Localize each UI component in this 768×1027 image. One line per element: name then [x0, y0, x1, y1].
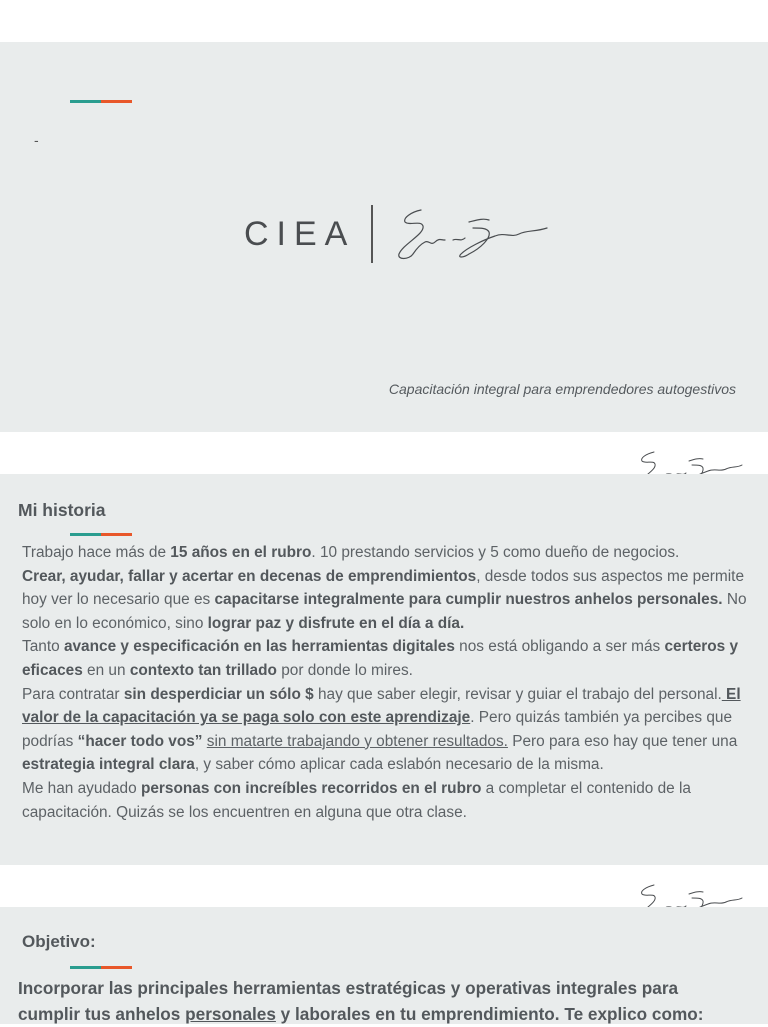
text-run: personas con increíbles recorridos en el rubro [140, 779, 482, 797]
logo [244, 202, 551, 266]
text-run: , desde todos sus aspectos me permite hoy ver lo necesario que es [22, 567, 744, 609]
logo-text: CIEA [244, 214, 356, 253]
text-run: Pero para eso hay que tener una [507, 732, 738, 750]
text-run: capacitarse integralmente para cumplir nuestros anhelos personales. [214, 591, 723, 609]
text-run: . 10 prestando servicios y 5 como dueño de negocios. [311, 544, 680, 561]
historia-paragraph [22, 565, 752, 636]
text-run: . Pero quizás también ya percibes que podrías [22, 709, 733, 750]
text-run: en un [82, 661, 130, 679]
text-run: personales [185, 1004, 276, 1024]
text-run: El valor de la capacitación ya se paga solo con este aprendizaje [22, 685, 741, 727]
section-title: Objetivo: [22, 932, 96, 951]
historia-body [22, 541, 752, 824]
hero-section [0, 42, 768, 432]
hero-dash: - [34, 132, 39, 148]
text-run: lograr paz y disfrute en el día a día. [207, 614, 465, 632]
objetivo-text [18, 975, 738, 1027]
text-run: Crear, ayudar, fallar y acertar en decenas de emprendimientos [22, 567, 477, 585]
signature-logo [391, 202, 551, 266]
historia-paragraph [22, 683, 752, 777]
historia-paragraph [22, 777, 752, 824]
objetivo-section [0, 907, 768, 1024]
text-run: Incorporar las principales herramientas estratégicas y operativas integrales para cumplir tus anhelos [18, 978, 679, 1024]
text-run: , y saber cómo aplicar cada eslabón necesario de la misma. [194, 756, 604, 774]
text-run: nos está obligando a ser más [454, 638, 665, 656]
text-run: a completar el contenido de la capacitación. Quizás se los encuentren en alguna que otra clase. [22, 779, 691, 821]
text-run: certeros y eficaces [22, 638, 739, 679]
text-run: y laborales en tu emprendimiento. Te explico como: [275, 1004, 704, 1024]
tagline: Capacitación integral para emprendedores autogestivos [388, 381, 736, 397]
text-run: sin matarte trabajando y obtener resultados. [206, 732, 508, 750]
historia-paragraph [22, 541, 752, 565]
accent-bar [70, 533, 132, 536]
historia-paragraph [22, 635, 752, 682]
logo-divider [371, 205, 373, 263]
text-run: Me han ayudado [22, 779, 141, 797]
historia-section [0, 474, 768, 865]
text-run: contexto tan trillado [129, 661, 277, 679]
text-run: “hacer todo vos” [77, 732, 203, 750]
text-run: avance y especificación en las herramientas digitales [63, 638, 455, 656]
section-title: Mi historia [18, 500, 106, 520]
text-run: hay que saber elegir, revisar y guiar el trabajo del personal. [313, 685, 722, 703]
text-run: Trabajo hace más de [22, 544, 171, 561]
text-run: Tanto [22, 638, 64, 656]
text-run: por donde lo mires. [276, 661, 413, 679]
accent-bar [70, 966, 132, 969]
text-run: 15 años en el rubro [170, 544, 312, 561]
text-run: estrategia integral clara [22, 756, 195, 774]
text-run: Para contratar [22, 685, 124, 703]
text-run: No solo en lo económico, sino [22, 591, 747, 632]
text-run: sin desperdiciar un sólo $ [123, 685, 314, 703]
accent-bar [70, 100, 132, 103]
